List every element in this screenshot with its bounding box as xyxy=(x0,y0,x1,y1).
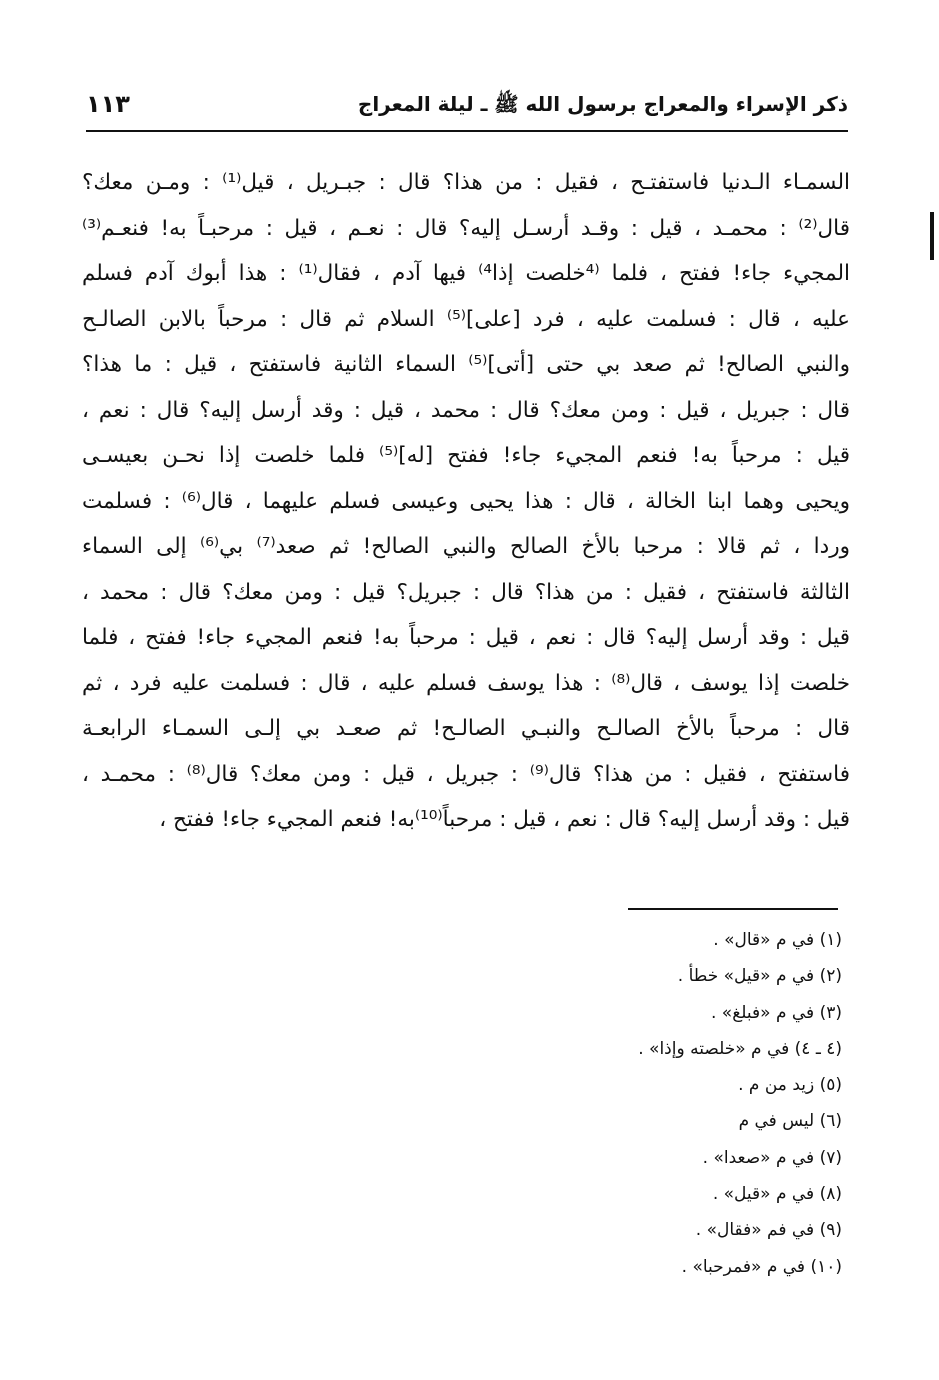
running-header xyxy=(86,86,848,132)
text-line: عليه ، قال : فسلمت عليه ، فرد [على]⁽⁵⁾ السلام ثم قال : مرحباً بالابن الصالـح xyxy=(82,306,850,332)
footnote: (٧) في م «صعدا» . xyxy=(702,1147,842,1168)
text-line: قيل : وقد أرسل إليه؟ قال : نعم ، قيل : مرحباً⁽¹⁰⁾به! فنعم المجيء جاء! ففتح ، xyxy=(159,807,850,832)
text-line: السمـاء الـدنيا فاستفتـح ، فقيل : من هذا؟ قال : جبـريل ، قيل⁽¹⁾ : ومـن معك؟ xyxy=(82,170,850,195)
footnote: (٢) في م «قيل» خطأ . xyxy=(677,966,842,987)
main-text xyxy=(82,160,850,843)
text-line: قيل : وقد أرسل إليه؟ قال : نعم ، قيل : مرحباً به! فنعم المجيء جاء! ففتح ، فلما xyxy=(82,625,850,650)
text-line: والنبي الصالح! ثم صعد بي حتى [أتى]⁽⁵⁾ السماء الثانية فاستفتح ، قيل : ما هذا؟ xyxy=(82,352,850,377)
footnote: (٤ ـ ٤) في م «خلصته وإذا» . xyxy=(638,1038,842,1059)
footnotes xyxy=(560,922,842,1285)
text-line: قال⁽²⁾ : محمـد ، قيل : وقـد أرسـل إليه؟ قال : نعـم ، قيل : مرحبـاً به! فنعـم⁽³⁾ xyxy=(82,215,850,241)
page-number: ١١٣ xyxy=(86,90,130,118)
footnote: (٦) ليس في م xyxy=(738,1111,842,1132)
text-line: قيل : مرحباً به! فنعم المجيء جاء! ففتح [له]⁽⁵⁾ فلما خلصت إذا نحـن بعيسـى xyxy=(82,443,850,468)
footnote: (٥) زيد من م . xyxy=(738,1075,842,1096)
footnote: (٨) في م «قيل» . xyxy=(712,1184,842,1205)
footnote-separator xyxy=(628,908,838,910)
text-line: قال : مرحباً بالأخ الصالـح والنبـي الصالـح! ثم صعـد بي إلـى السمـاء الرابعـة xyxy=(82,716,850,741)
text-line: الثالثة فاستفتح ، فقيل : من هذا؟ قال : جبريل؟ قيل : ومن معك؟ قال : محمد ، xyxy=(82,579,850,605)
margin-mark xyxy=(930,212,934,260)
footnote: (١) في م «قال» . xyxy=(713,930,842,950)
text-line: فاستفتح ، فقيل : من هذا؟ قال⁽⁹⁾ : جبريل ، قيل : ومن معك؟ قال⁽⁸⁾ : محمـد ، xyxy=(82,761,850,787)
text-line: وردا ، ثم قالا : مرحبا بالأخ الصالح والنبي الصالح! ثم صعد⁽⁷⁾ بي⁽⁶⁾ إلى السماء xyxy=(82,534,850,559)
running-title: ذكر الإسراء والمعراج برسول الله ﷺ ـ ليلة المعراج xyxy=(357,92,848,116)
text-line: المجيء جاء! ففتح ، فلما ⁽⁴خلصت إذا⁴⁾ فيها آدم ، فقال⁽¹⁾ : هذا أبوك آدم فسلم xyxy=(82,261,850,286)
footnote: (٣) في م «فبلغ» . xyxy=(711,1002,842,1023)
text-line: قال : جبريل ، قيل : ومن معك؟ قال : محمد ، قيل : وقد أرسل إليه؟ قال : نعم ، xyxy=(82,397,850,423)
text-line: ويحيى وهما ابنا الخالة ، قال : هذا يحيى وعيسى فسلم عليهما ، قال⁽⁶⁾ : فسلمت xyxy=(82,488,850,514)
footnote: (٩) في فم «فقال» . xyxy=(695,1220,842,1241)
text-line: خلصت إذا يوسف ، قال⁽⁸⁾ : هذا يوسف فسلم عليه ، قال : فسلمت عليه فرد ، ثم xyxy=(82,670,850,696)
footnote: (١٠) في م «فمرحبا» . xyxy=(681,1256,842,1277)
